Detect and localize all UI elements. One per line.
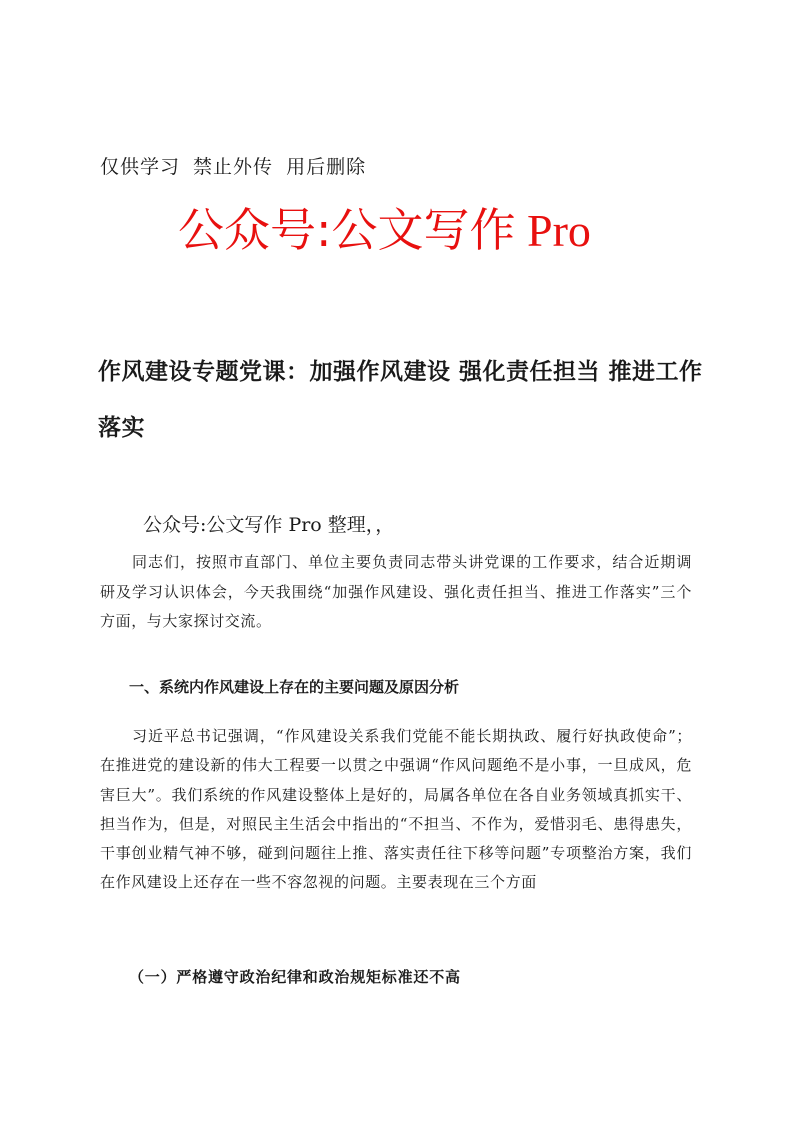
brand-latin: Pro [515, 205, 591, 256]
section-heading: 一、系统内作风建设上存在的主要问题及原因分析 [129, 678, 460, 696]
document-title: 作风建设专题党课：加强作风建设 强化责任担当 推进工作落实 [98, 359, 703, 441]
brand-cn: 公众号:公文写作 [178, 203, 516, 257]
brand-title [178, 200, 591, 261]
body-paragraph: 习近平总书记强调，“作风建设关系我们党能不能长期执政、履行好执政使命”；在推进党的建设新的伟大工程要一以贯之中强调“作风问题绝不是小事，一旦成风，危害巨大”。我们系统的作风建设整体上是好的，局属各单位在各自业务领域真抓实干、担当作为，但是，对照民主生活会中指出的“不担当、不作为，爱惜羽毛、患得患失，干事创业精气神不够，碰到问题往上推、落实责任往下移等问题”专项整治方案，我们在作风建设上还存在一些不容忽视的问题。主要表现在三个方面 [100, 727, 692, 892]
subtitle-line: 公众号:公文写作 Pro 整理，， [143, 514, 395, 536]
subsection-heading: （一）严格遵守政治纪律和政治规矩标准还不高 [129, 968, 461, 986]
notice-line: 仅供学习 禁止外传 用后删除 [100, 156, 367, 178]
intro-paragraph: 同志们，按照市直部门、单位主要负责同志带头讲党课的工作要求，结合近期调研及学习认识体会，今天我围绕“加强作风建设、强化责任担当、推进工作落实”三个方面，与大家探讨交流。 [100, 553, 692, 630]
